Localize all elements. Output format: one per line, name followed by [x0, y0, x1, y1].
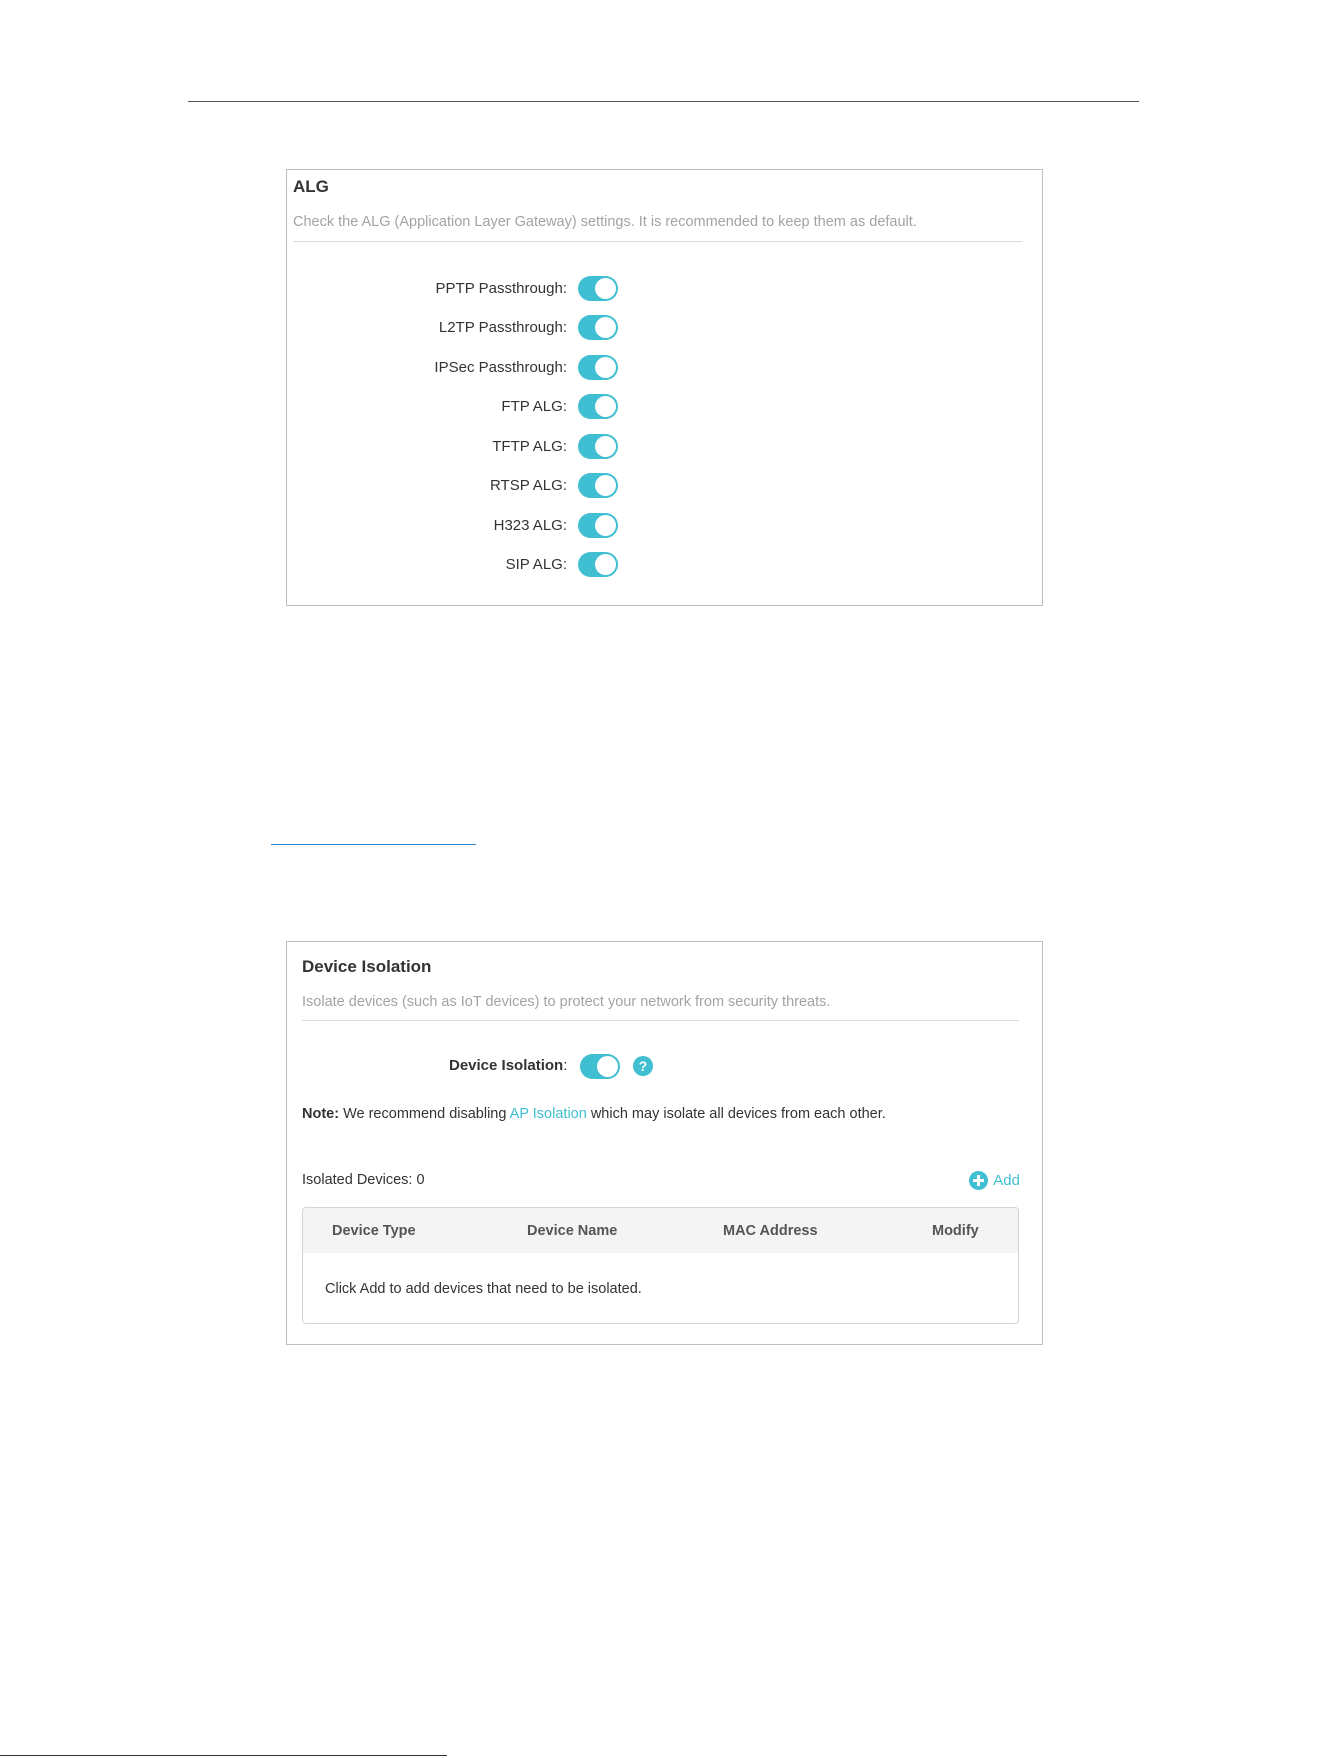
isolated-devices-count: Isolated Devices: 0 — [302, 1172, 425, 1188]
ipsec-passthrough-label: IPSec Passthrough: — [434, 359, 567, 376]
toggle-knob — [595, 475, 616, 496]
toggle-row-sip — [287, 551, 1042, 579]
note-text-after: which may isolate all devices from each other. — [586, 1106, 886, 1122]
table-empty-message: Click Add to add devices that need to be isolated. — [325, 1281, 642, 1297]
h323-alg-toggle[interactable] — [578, 513, 618, 538]
hyperlink-underline — [271, 844, 476, 845]
toggle-knob — [597, 1056, 618, 1077]
h323-alg-label: H323 ALG: — [493, 517, 567, 534]
tftp-alg-toggle[interactable] — [578, 434, 618, 459]
toggle-knob — [595, 278, 616, 299]
device-isolation-label-colon: : — [563, 1057, 568, 1074]
column-mac-address: MAC Address — [723, 1223, 818, 1239]
device-isolation-toggle[interactable] — [580, 1054, 620, 1079]
note-label: Note: — [302, 1106, 340, 1122]
toggle-knob — [595, 515, 616, 536]
device-isolation-title: Device Isolation — [302, 957, 432, 976]
sip-alg-label: SIP ALG: — [505, 556, 567, 573]
toggle-row-rtsp — [287, 472, 1042, 500]
device-isolation-description: Isolate devices (such as IoT devices) to protect your network from security threats. — [302, 994, 831, 1010]
ftp-alg-toggle[interactable] — [578, 394, 618, 419]
device-isolation-divider — [302, 1020, 1019, 1021]
device-isolation-label — [449, 1057, 567, 1074]
toggle-knob — [595, 436, 616, 457]
add-icon — [969, 1171, 988, 1190]
toggle-row-pptp — [287, 275, 1042, 303]
alg-description: Check the ALG (Application Layer Gateway) settings. It is recommended to keep them as default. — [293, 214, 917, 230]
toggle-row-l2tp — [287, 314, 1042, 342]
footnote-rule — [0, 1755, 447, 1756]
pptp-passthrough-label: PPTP Passthrough: — [435, 280, 567, 297]
help-icon[interactable]: ? — [633, 1056, 653, 1076]
l2tp-passthrough-toggle[interactable] — [578, 315, 618, 340]
toggle-knob — [595, 317, 616, 338]
sip-alg-toggle[interactable] — [578, 552, 618, 577]
page-header-rule — [188, 101, 1139, 102]
tftp-alg-label: TFTP ALG: — [492, 438, 567, 455]
alg-panel — [286, 169, 1043, 606]
device-isolation-label-text: Device Isolation — [449, 1057, 564, 1074]
alg-title: ALG — [293, 177, 329, 196]
rtsp-alg-toggle[interactable] — [578, 473, 618, 498]
toggle-row-h323 — [287, 512, 1042, 540]
ipsec-passthrough-toggle[interactable] — [578, 355, 618, 380]
ftp-alg-label: FTP ALG: — [501, 398, 567, 415]
toggle-knob — [595, 396, 616, 417]
toggle-knob — [595, 554, 616, 575]
column-device-type: Device Type — [332, 1223, 416, 1239]
toggle-knob — [595, 357, 616, 378]
toggle-row-ftp — [287, 393, 1042, 421]
column-device-name: Device Name — [527, 1223, 618, 1239]
add-device-button[interactable] — [969, 1171, 1020, 1193]
isolated-devices-table — [302, 1207, 1019, 1324]
pptp-passthrough-toggle[interactable] — [578, 276, 618, 301]
toggle-row-tftp — [287, 433, 1042, 461]
table-header — [303, 1208, 1018, 1253]
l2tp-passthrough-label: L2TP Passthrough: — [438, 319, 567, 336]
toggle-row-ipsec — [287, 354, 1042, 382]
alg-divider — [293, 241, 1022, 242]
add-label: Add — [993, 1172, 1020, 1189]
rtsp-alg-label: RTSP ALG: — [490, 477, 567, 494]
note-line — [302, 1106, 886, 1122]
column-modify: Modify — [932, 1223, 979, 1239]
ap-isolation-link[interactable]: AP Isolation — [509, 1106, 587, 1122]
device-isolation-panel — [286, 941, 1043, 1345]
note-text-before: We recommend disabling — [339, 1106, 510, 1122]
